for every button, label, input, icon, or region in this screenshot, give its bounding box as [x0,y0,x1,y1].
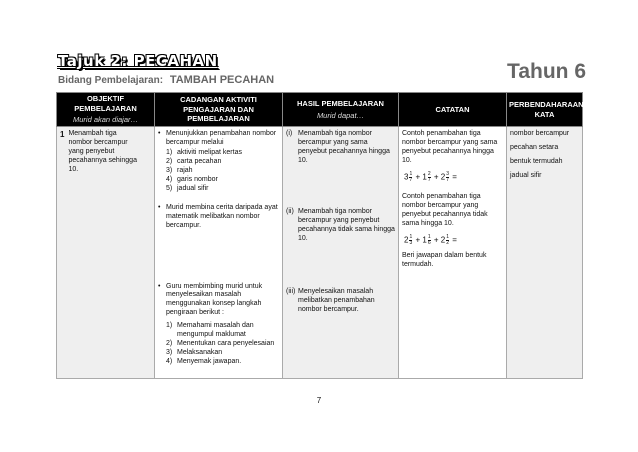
col-perbendaharaan: PERBENDAHARAAN KATA [507,93,583,127]
hasil-cell [283,127,399,379]
catatan-cell [399,127,507,379]
catatan-text: Contoh penambahan tiga nombor bercampur yang sama penyebut pecahannya hingga 10. [402,130,498,164]
bullet-icon: • [158,282,161,290]
list-item: 4) garis nombor [166,175,218,183]
bullet-icon: • [158,203,161,211]
hasil-item: (iii) Menyelesaikan masalah melibatkan penambahan nombor bercampur. [286,287,375,313]
vocab-item: jadual sifir [510,171,542,179]
objektif-text: Menambah tiga nombor bercampur yang penyebut pecahannya sehingga 10. [68,130,137,173]
list-item: 4) Menyemak jawapan. [166,358,242,366]
topic-title: Tajuk 2: PECAHAN [58,52,218,70]
catatan-text: Contoh penambahan tiga nombor bercampur yang penyebut pecahannya tidak sama hingga 10. [402,192,488,227]
objektif-cell [57,127,155,379]
learning-area [58,74,274,86]
perbendaharaan-cell [507,127,583,379]
hasil-item: (i) Menambah tiga nombor bercampur yang sama penyebut pecahannya hingga 10. [286,130,390,164]
catatan-text: Beri jawapan dalam bentuk termudah. [402,251,487,268]
col-hasil: HASIL PEMBELAJARAN Murid dapat… [283,93,399,127]
col-catatan: CATATAN [399,93,507,127]
list-item: 2) Menentukan cara penyelesaian [166,340,275,348]
activity-text: Murid membina cerita daripada ayat matematik melibatkan nombor bercampur. [166,203,278,229]
activity-text: Guru membimbing murid untuk menyelesaikan masalah menggunakan konsep langkah pengiraan berikut : [166,282,263,317]
equation-same-denominator: 3 $\frac{1}{7}$ + 1 $\frac{2}{7}$ + 2 $\frac{3}{7}$ = [404,170,457,183]
col-objektif: OBJEKTIF PEMBELAJARAN Murid akan diajar… [57,93,155,127]
equation-different-denominator: 2 $\frac{1}{3}$ + 1 $\frac{1}{6}$ + 2 $\frac{1}{2}$ = [404,233,457,246]
list-item: 2) carta pecahan [166,157,222,165]
activity-text: Menunjukkan penambahan nombor bercampur melalui [166,130,277,146]
hasil-item: (ii) Menambah tiga nombor bercampur yang penyebut pecahannya tidak sama hingga 10. [286,207,395,242]
col-hasil-sub: Murid dapat… [316,110,365,120]
vocab-item: nombor bercampur [510,130,570,137]
learning-area-label: Bidang Pembelajaran: [58,75,164,86]
list-item: 1) Memahami masalah dan mengumpul maklumat [166,322,254,339]
syllabus-table [56,92,583,379]
vocab-item: pecahan setara [510,143,559,151]
col-objektif-sub: Murid akan diajar… [72,115,139,125]
objektif-number: 1 [60,130,65,139]
bullet-icon: • [158,130,161,137]
year-label: Tahun 6 [507,60,586,83]
cadangan-cell [155,127,283,379]
vocab-item: bentuk termudah [510,157,563,165]
list-item: 1) aktiviti melipat kertas [166,148,242,156]
page-number: 7 [316,396,322,405]
list-item: 3) rajah [166,166,193,174]
list-item: 5) jadual sifir [166,184,209,192]
list-item: 3) Melaksanakan [166,349,223,357]
col-cadangan: CADANGAN AKTIVITI PENGAJARAN DAN PEMBELAJARAN [155,93,283,127]
learning-area-value: TAMBAH PECAHAN [169,74,275,86]
